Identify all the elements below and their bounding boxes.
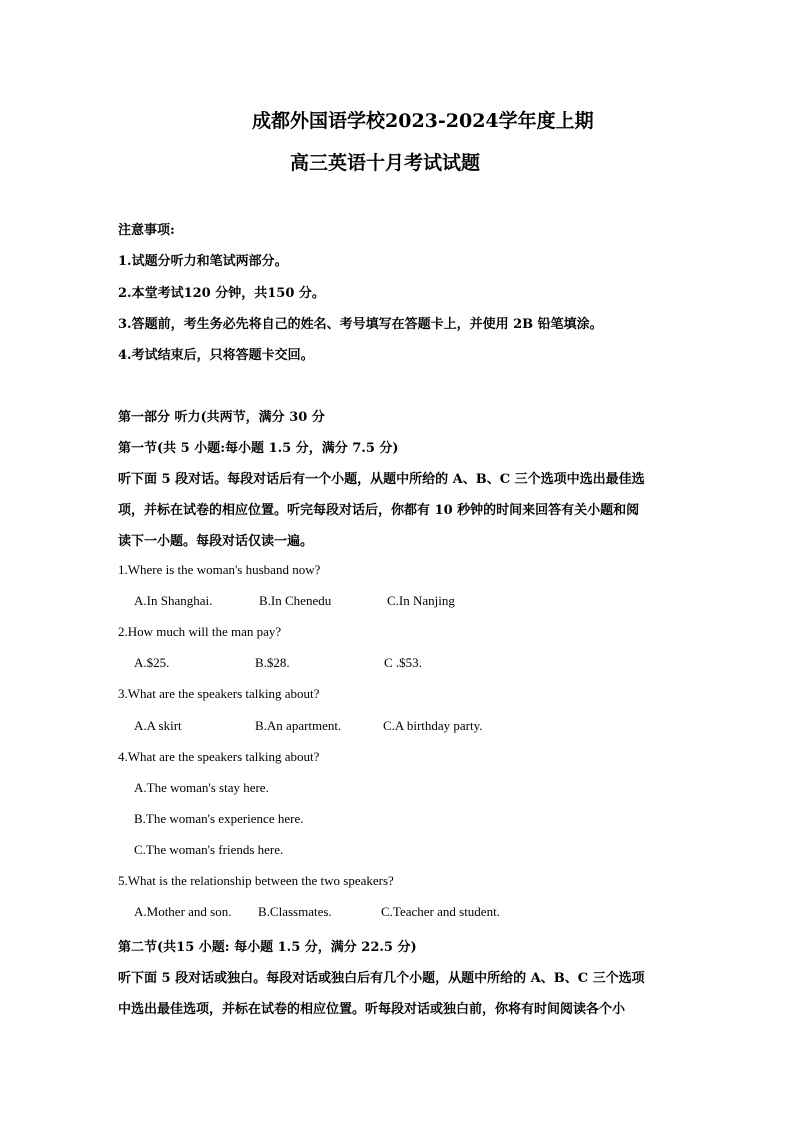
question-2: 2.How much will the man pay? [118,624,282,639]
section1-instruction: 项，并标在试卷的相应位置。听完每段对话后，你都有 10 秒钟的时间来回答有关小题和阅 [118,503,640,518]
option-b: B.Classmates. [258,904,332,919]
option-a: A.A skirt [134,718,182,733]
option-a: A.The woman's stay here. [134,780,269,795]
notes-heading: 注意事项: [118,223,175,238]
question-4: 4.What are the speakers talking about? [118,749,320,764]
section1-instruction: 听下面 5 段对话。每段对话后有一个小题，从题中所给的 A、B、C 三个选项中选出最佳选 [118,472,645,487]
note-item: 2.本堂考试120 分钟，共150 分。 [118,286,325,301]
section1-heading: 第一节(共 5 小题:每小题 1.5 分，满分 7.5 分) [118,441,399,456]
option-c: C.A birthday party. [383,718,483,733]
option-c: C.The woman's friends here. [134,842,284,857]
note-item: 1.试题分听力和笔试两部分。 [118,254,288,269]
option-c: C.Teacher and student. [381,904,500,919]
note-item: 4.考试结束后，只将答题卡交回。 [118,348,314,363]
question-3: 3.What are the speakers talking about? [118,686,320,701]
exam-title: 成都外国语学校2023-2024学年度上期 [252,110,594,132]
section2-heading: 第二节(共15 小题: 每小题 1.5 分，满分 22.5 分) [118,940,417,955]
section1-instruction: 读下一小题。每段对话仅读一遍。 [118,534,314,549]
section2-instruction: 听下面 5 段对话或独白。每段对话或独白后有几个小题，从题中所给的 A、B、C 三个选项 [118,971,645,986]
note-item: 3.答题前，考生务必先将自己的姓名、考号填写在答题卡上，并使用 2B 铅笔填涂。 [118,317,603,332]
option-b: B.The woman's experience here. [134,811,304,826]
question-5: 5.What is the relationship between the two speakers? [118,873,394,888]
option-a: A.$25. [134,655,170,670]
option-c: C.In Nanjing [387,593,455,608]
question-1: 1.Where is the woman's husband now? [118,562,321,577]
option-a: A.Mother and son. [134,904,232,919]
option-b: B.An apartment. [255,718,342,733]
option-a: A.In Shanghai. [134,593,213,608]
part1-heading: 第一部分 听力(共两节，满分 30 分 [118,410,325,425]
option-c: C .$53. [384,655,422,670]
option-b: B.$28. [255,655,290,670]
section2-instruction: 中选出最佳选项，并标在试卷的相应位置。听每段对话或独白前，你将有时间阅读各个小 [118,1002,626,1017]
option-b: B.In Chenedu [259,593,332,608]
exam-subtitle: 高三英语十月考试试题 [290,152,481,174]
